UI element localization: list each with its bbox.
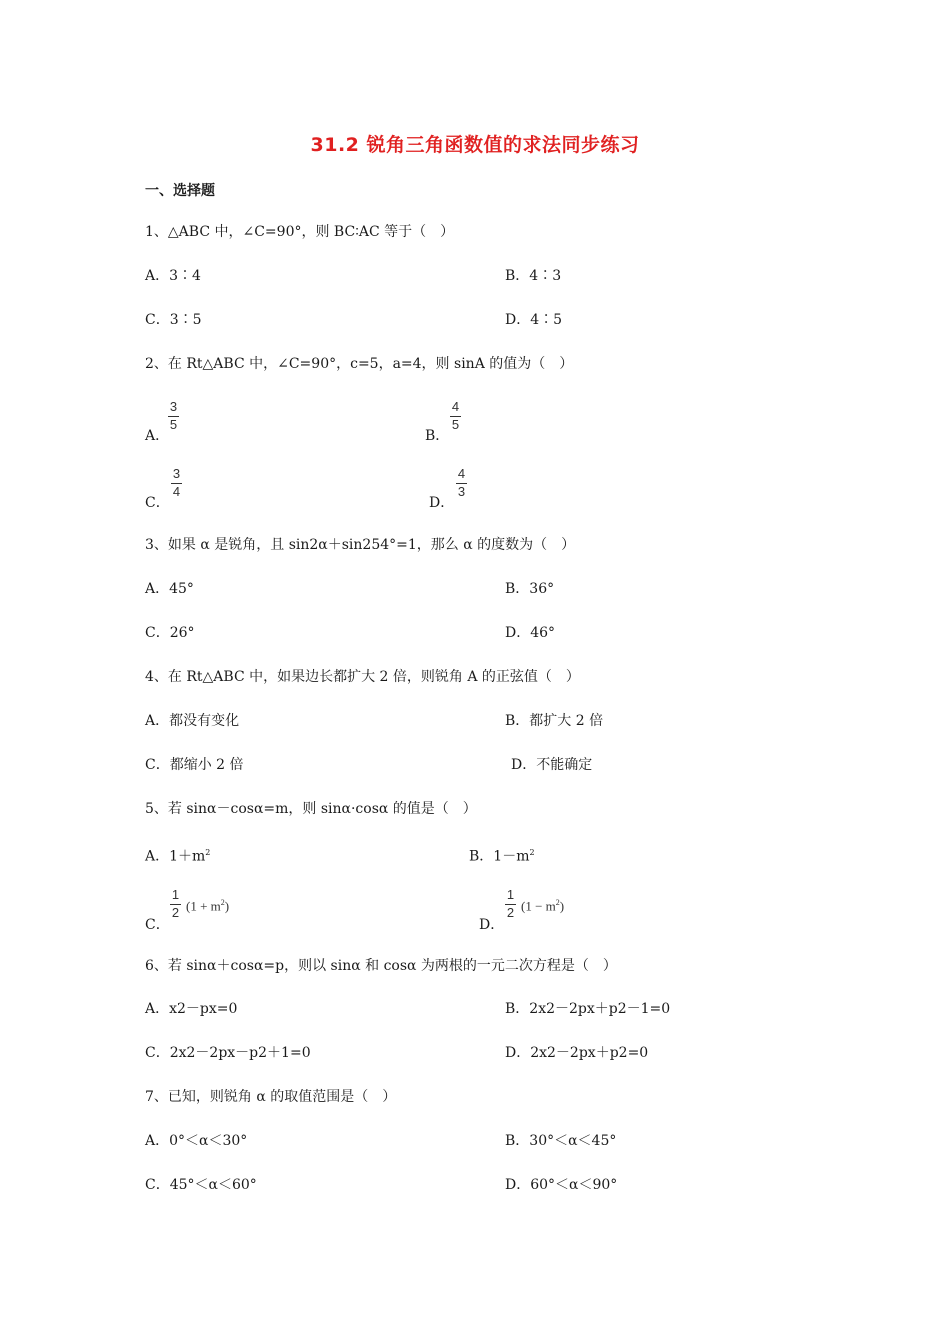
question-7-stem: 7、已知，则锐角 α 的取值范围是（ ）	[145, 1089, 397, 1105]
expr-close: )	[559, 898, 565, 914]
option-text: B．1－m	[469, 848, 530, 865]
question-6-stem: 6、若 sinα＋cosα=p，则以 sinα 和 cosα 为两根的一元二次方程是（ ）	[145, 958, 617, 974]
numerator: 4	[451, 399, 460, 414]
question-7-option-a[interactable]: A．0°＜α＜30°	[145, 1133, 248, 1149]
question-5-option-a[interactable]	[145, 843, 210, 867]
denominator: 2	[506, 905, 515, 920]
numerator: 1	[171, 887, 180, 902]
denominator: 5	[451, 417, 460, 432]
question-4-option-c[interactable]: C．都缩小 2 倍	[145, 757, 244, 773]
question-3-option-d[interactable]: D．46°	[505, 625, 556, 641]
question-2-fraction-a	[168, 400, 179, 432]
question-5-option-b[interactable]	[469, 843, 535, 867]
option-text: A．1＋m	[145, 848, 206, 865]
question-2-option-c[interactable]: C．	[145, 495, 170, 511]
question-6-option-a[interactable]: A．x2－px=0	[145, 1001, 238, 1017]
question-2-option-b[interactable]: B．	[425, 428, 450, 444]
denominator: 4	[172, 484, 181, 499]
question-5-fraction-d	[505, 888, 516, 920]
numerator: 4	[457, 466, 466, 481]
question-7-option-c[interactable]: C．45°＜α＜60°	[145, 1177, 257, 1193]
numerator: 1	[506, 887, 515, 902]
question-2-option-d[interactable]: D．	[429, 495, 455, 511]
question-7-option-d[interactable]: D．60°＜α＜90°	[505, 1177, 618, 1193]
denominator: 3	[457, 484, 466, 499]
question-1-option-d[interactable]: D．4∶5	[505, 312, 563, 328]
question-6-option-c[interactable]: C．2x2－2px－p2＋1=0	[145, 1045, 311, 1061]
question-3-stem: 3、如果 α 是锐角，且 sin2α＋sin254°=1，那么 α 的度数为（ ）	[145, 537, 576, 553]
question-1-stem: 1、△ABC 中，∠C=90°，则 BC∶AC 等于（ ）	[145, 224, 455, 240]
expr-text: (1 + m	[186, 898, 221, 914]
denominator: 2	[171, 905, 180, 920]
question-2-stem: 2、在 Rt△ABC 中，∠C=90°，c=5，a=4，则 sinA 的值为（ ）	[145, 356, 574, 372]
question-7-option-b[interactable]: B．30°＜α＜45°	[505, 1133, 617, 1149]
question-2-fraction-b	[450, 400, 461, 432]
question-3-option-b[interactable]: B．36°	[505, 581, 555, 597]
question-2-fraction-c	[171, 467, 182, 499]
question-1-option-a[interactable]: A．3∶4	[145, 268, 201, 284]
expr-close: )	[224, 898, 230, 914]
question-6-option-d[interactable]: D．2x2－2px＋p2=0	[505, 1045, 649, 1061]
question-5-option-d[interactable]: D．	[479, 917, 505, 933]
question-2-option-a[interactable]: A．	[145, 428, 170, 444]
expr-text: (1 − m	[521, 898, 556, 914]
question-5-stem: 5、若 sinα－cosα=m，则 sinα·cosα 的值是（ ）	[145, 801, 477, 817]
question-4-option-b[interactable]: B．都扩大 2 倍	[505, 713, 604, 729]
question-3-option-c[interactable]: C．26°	[145, 625, 195, 641]
question-2-fraction-d	[456, 467, 467, 499]
superscript: 2	[220, 898, 225, 907]
question-6-option-b[interactable]: B．2x2－2px＋p2－1=0	[505, 1001, 671, 1017]
numerator: 3	[169, 399, 178, 414]
denominator: 5	[169, 417, 178, 432]
question-4-option-d[interactable]: D．不能确定	[511, 757, 593, 773]
question-1-option-b[interactable]: B．4∶3	[505, 268, 562, 284]
section-heading: 一、选择题	[145, 183, 215, 199]
question-5-option-c[interactable]: C．	[145, 917, 170, 933]
question-4-stem: 4、在 Rt△ABC 中，如果边长都扩大 2 倍，则锐角 A 的正弦值（ ）	[145, 669, 580, 685]
question-5-expression-c	[186, 898, 229, 914]
question-1-option-c[interactable]: C．3∶5	[145, 312, 202, 328]
numerator: 3	[172, 466, 181, 481]
question-3-option-a[interactable]: A．45°	[145, 581, 194, 597]
question-5-fraction-c	[170, 888, 181, 920]
page-title: 31.2 锐角三角函数值的求法同步练习	[310, 134, 640, 156]
superscript: 2	[555, 898, 560, 907]
superscript: 2	[529, 848, 535, 857]
question-4-option-a[interactable]: A．都没有变化	[145, 713, 240, 729]
question-5-expression-d	[521, 898, 564, 914]
superscript: 2	[205, 848, 211, 857]
